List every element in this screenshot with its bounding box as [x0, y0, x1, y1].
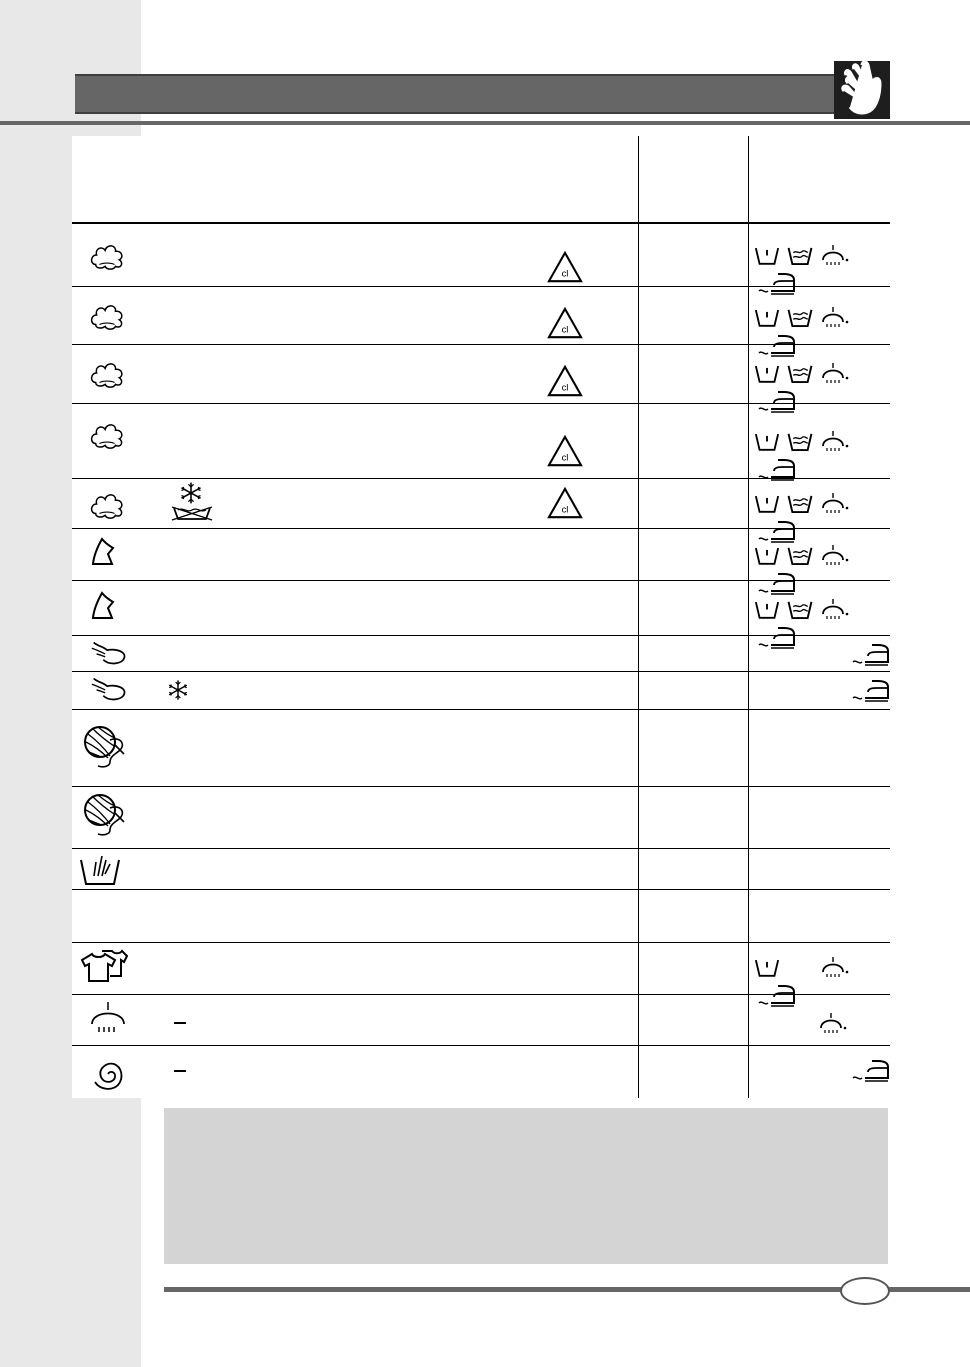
wool-icon [80, 790, 130, 840]
column-divider [638, 136, 639, 1098]
iron-icon [758, 271, 796, 295]
iron-icon [852, 1058, 890, 1082]
row-divider [72, 709, 890, 710]
bleach-icon [546, 364, 584, 398]
wash-tub-icon [754, 431, 780, 452]
hand-wash-icon [78, 850, 122, 886]
cotton-icon [88, 358, 126, 390]
iron-icon [758, 625, 796, 649]
wash-tub-icon [754, 307, 780, 328]
header-rule [0, 121, 970, 125]
bleach-icon [546, 486, 584, 520]
row-divider [72, 1045, 890, 1046]
tumble-dry-icon [820, 430, 850, 452]
wash-tub-icon [754, 545, 780, 566]
gentle-wash-icon [786, 545, 814, 566]
care-symbols [754, 362, 890, 418]
care-symbols [754, 430, 890, 486]
iron-icon [758, 519, 796, 543]
shirts-icon [78, 948, 128, 984]
care-symbols [754, 544, 890, 600]
wash-tub-icon [754, 599, 780, 620]
wool-icon [80, 722, 130, 772]
section-header-bar [75, 74, 890, 114]
note-box [164, 1108, 888, 1264]
row-divider [72, 786, 890, 787]
bleach-icon [546, 434, 584, 468]
cotton-icon [88, 300, 126, 332]
cotton-icon [88, 419, 126, 451]
gentle-wash-icon [786, 493, 814, 514]
wash-tub-icon [754, 957, 780, 978]
iron-icon [758, 983, 796, 1007]
iron-icon [758, 571, 796, 595]
tumble-dry-icon [820, 492, 850, 514]
gentle-wash-icon [786, 245, 814, 266]
row-divider [72, 889, 890, 890]
cotton-icon [88, 489, 126, 521]
iron-icon [758, 333, 796, 357]
delicate-icon [88, 674, 130, 704]
dash-mark [174, 1022, 186, 1024]
gentle-wash-icon [786, 599, 814, 620]
tumble-dry-icon [820, 544, 850, 566]
no-dry-icon [170, 504, 214, 522]
tumble-dry-icon [820, 956, 850, 978]
iron-icon [852, 642, 890, 666]
spin-icon [88, 1054, 128, 1094]
bleach-icon [546, 250, 584, 284]
snowflake-icon [166, 678, 190, 702]
care-symbols [754, 956, 890, 1012]
row-divider [72, 671, 890, 672]
tumble-dry-icon [820, 244, 850, 266]
care-symbols [754, 492, 890, 548]
tumble-dry-icon [818, 1012, 848, 1034]
iron-icon [758, 457, 796, 481]
hand-icon [834, 61, 890, 119]
iron-icon [852, 678, 890, 702]
tumble-dry-icon [820, 306, 850, 328]
care-symbols [754, 244, 890, 300]
tumble-dry-icon [820, 362, 850, 384]
column-divider [748, 136, 749, 1098]
wash-tub-icon [754, 245, 780, 266]
bleach-icon [546, 306, 584, 340]
wash-tub-icon [754, 493, 780, 514]
gentle-wash-icon [786, 307, 814, 328]
page-number-oval [840, 1277, 890, 1305]
wash-tub-icon [754, 363, 780, 384]
gentle-wash-icon [786, 431, 814, 452]
dash-mark [174, 1070, 186, 1072]
tumble-dry-icon [820, 598, 850, 620]
delicate-icon [88, 638, 130, 668]
synthetic-icon [88, 590, 118, 622]
iron-icon [758, 389, 796, 413]
row-divider [72, 848, 890, 849]
table-header-rule [72, 222, 890, 224]
cotton-icon [88, 240, 126, 272]
snowflake-icon [178, 480, 204, 506]
fabric-care-table [72, 136, 890, 1098]
synthetic-icon [88, 536, 118, 568]
row-divider [72, 942, 890, 943]
care-symbols [754, 306, 890, 362]
gentle-wash-icon [786, 363, 814, 384]
drying-icon [88, 998, 128, 1034]
